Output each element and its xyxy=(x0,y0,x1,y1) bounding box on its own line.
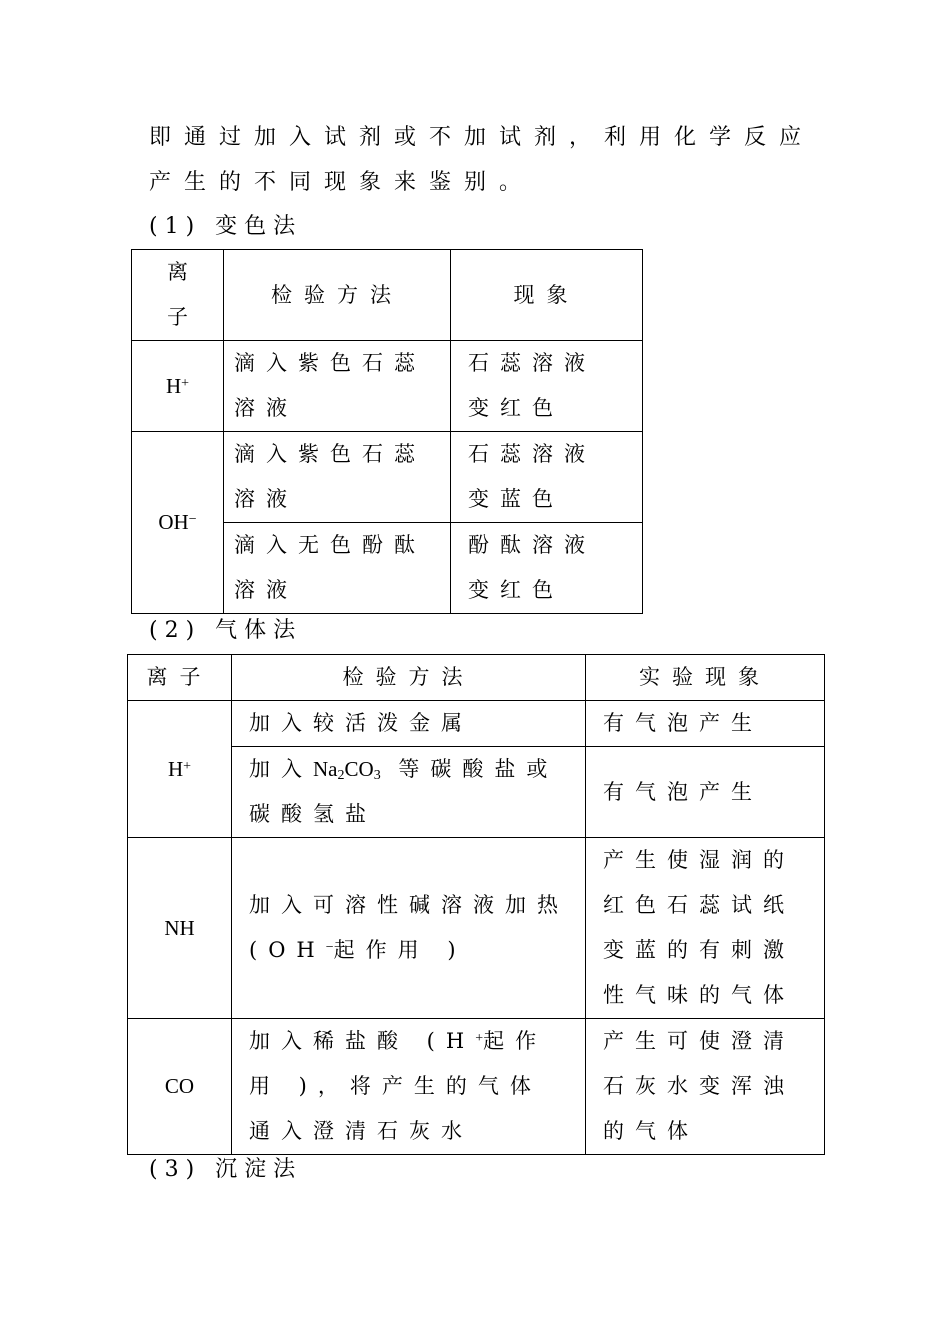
method-cell: 加入可溶性碱溶液加热 (OH−起作用 ) xyxy=(232,838,586,1019)
section1-title: (1) 变色法 xyxy=(149,214,303,239)
method-cell: 加入$Na_2CO_3$ 等碳酸盐或碳酸氢盐 xyxy=(232,747,586,838)
ion-cell: H+ xyxy=(132,341,224,432)
header-method: 检验方法 xyxy=(224,250,451,341)
ion-cell: NH xyxy=(128,838,232,1019)
phenomenon-cell: 产生可使澄清石灰水变浑浊的气体 xyxy=(586,1019,825,1155)
table-row xyxy=(132,341,643,432)
method-cell: 加入稀盐酸 (H+起作用 )，将产生的气体通入澄清石灰水 xyxy=(232,1019,586,1155)
table-row xyxy=(128,747,825,838)
method-cell: 滴入紫色石蕊溶液 xyxy=(224,432,451,523)
header-phenomenon: 现象 xyxy=(451,250,643,341)
phenomenon-cell: 酚酞溶液变红色 xyxy=(451,523,643,614)
header-phenomenon: 实验现象 xyxy=(586,655,825,701)
phenomenon-cell: 有气泡产生 xyxy=(586,747,825,838)
phenomenon-cell: 有气泡产生 xyxy=(586,701,825,747)
header-ion: 离子 xyxy=(128,655,232,701)
intro-line-2: 产生的不同现象来鉴别。 xyxy=(149,170,535,195)
phenomenon-cell: 石蕊溶液变蓝色 xyxy=(451,432,643,523)
color-method-table xyxy=(131,249,643,614)
phenomenon-cell: 产生使湿润的红色石蕊试纸变蓝的有刺激性气味的气体 xyxy=(586,838,825,1019)
gas-method-table xyxy=(127,654,825,1155)
table-row xyxy=(128,701,825,747)
section3-title: (3) 沉淀法 xyxy=(149,1157,303,1182)
ion-cell: CO xyxy=(128,1019,232,1155)
ion-cell: OH− xyxy=(132,432,224,614)
method-cell: 滴入无色酚酞溶液 xyxy=(224,523,451,614)
header-method: 检验方法 xyxy=(232,655,586,701)
table-row xyxy=(132,432,643,523)
header-ion: 离子 xyxy=(132,250,224,341)
table-row xyxy=(128,1019,825,1155)
ion-cell: H+ xyxy=(128,701,232,838)
method-cell: 加入较活泼金属 xyxy=(232,701,586,747)
intro-line-1: 即通过加入试剂或不加试剂，利用化学反应 xyxy=(149,125,815,150)
phenomenon-cell: 石蕊溶液变红色 xyxy=(451,341,643,432)
section2-title: (2) 气体法 xyxy=(149,618,303,643)
method-cell: 滴入紫色石蕊溶液 xyxy=(224,341,451,432)
table-row xyxy=(128,838,825,1019)
